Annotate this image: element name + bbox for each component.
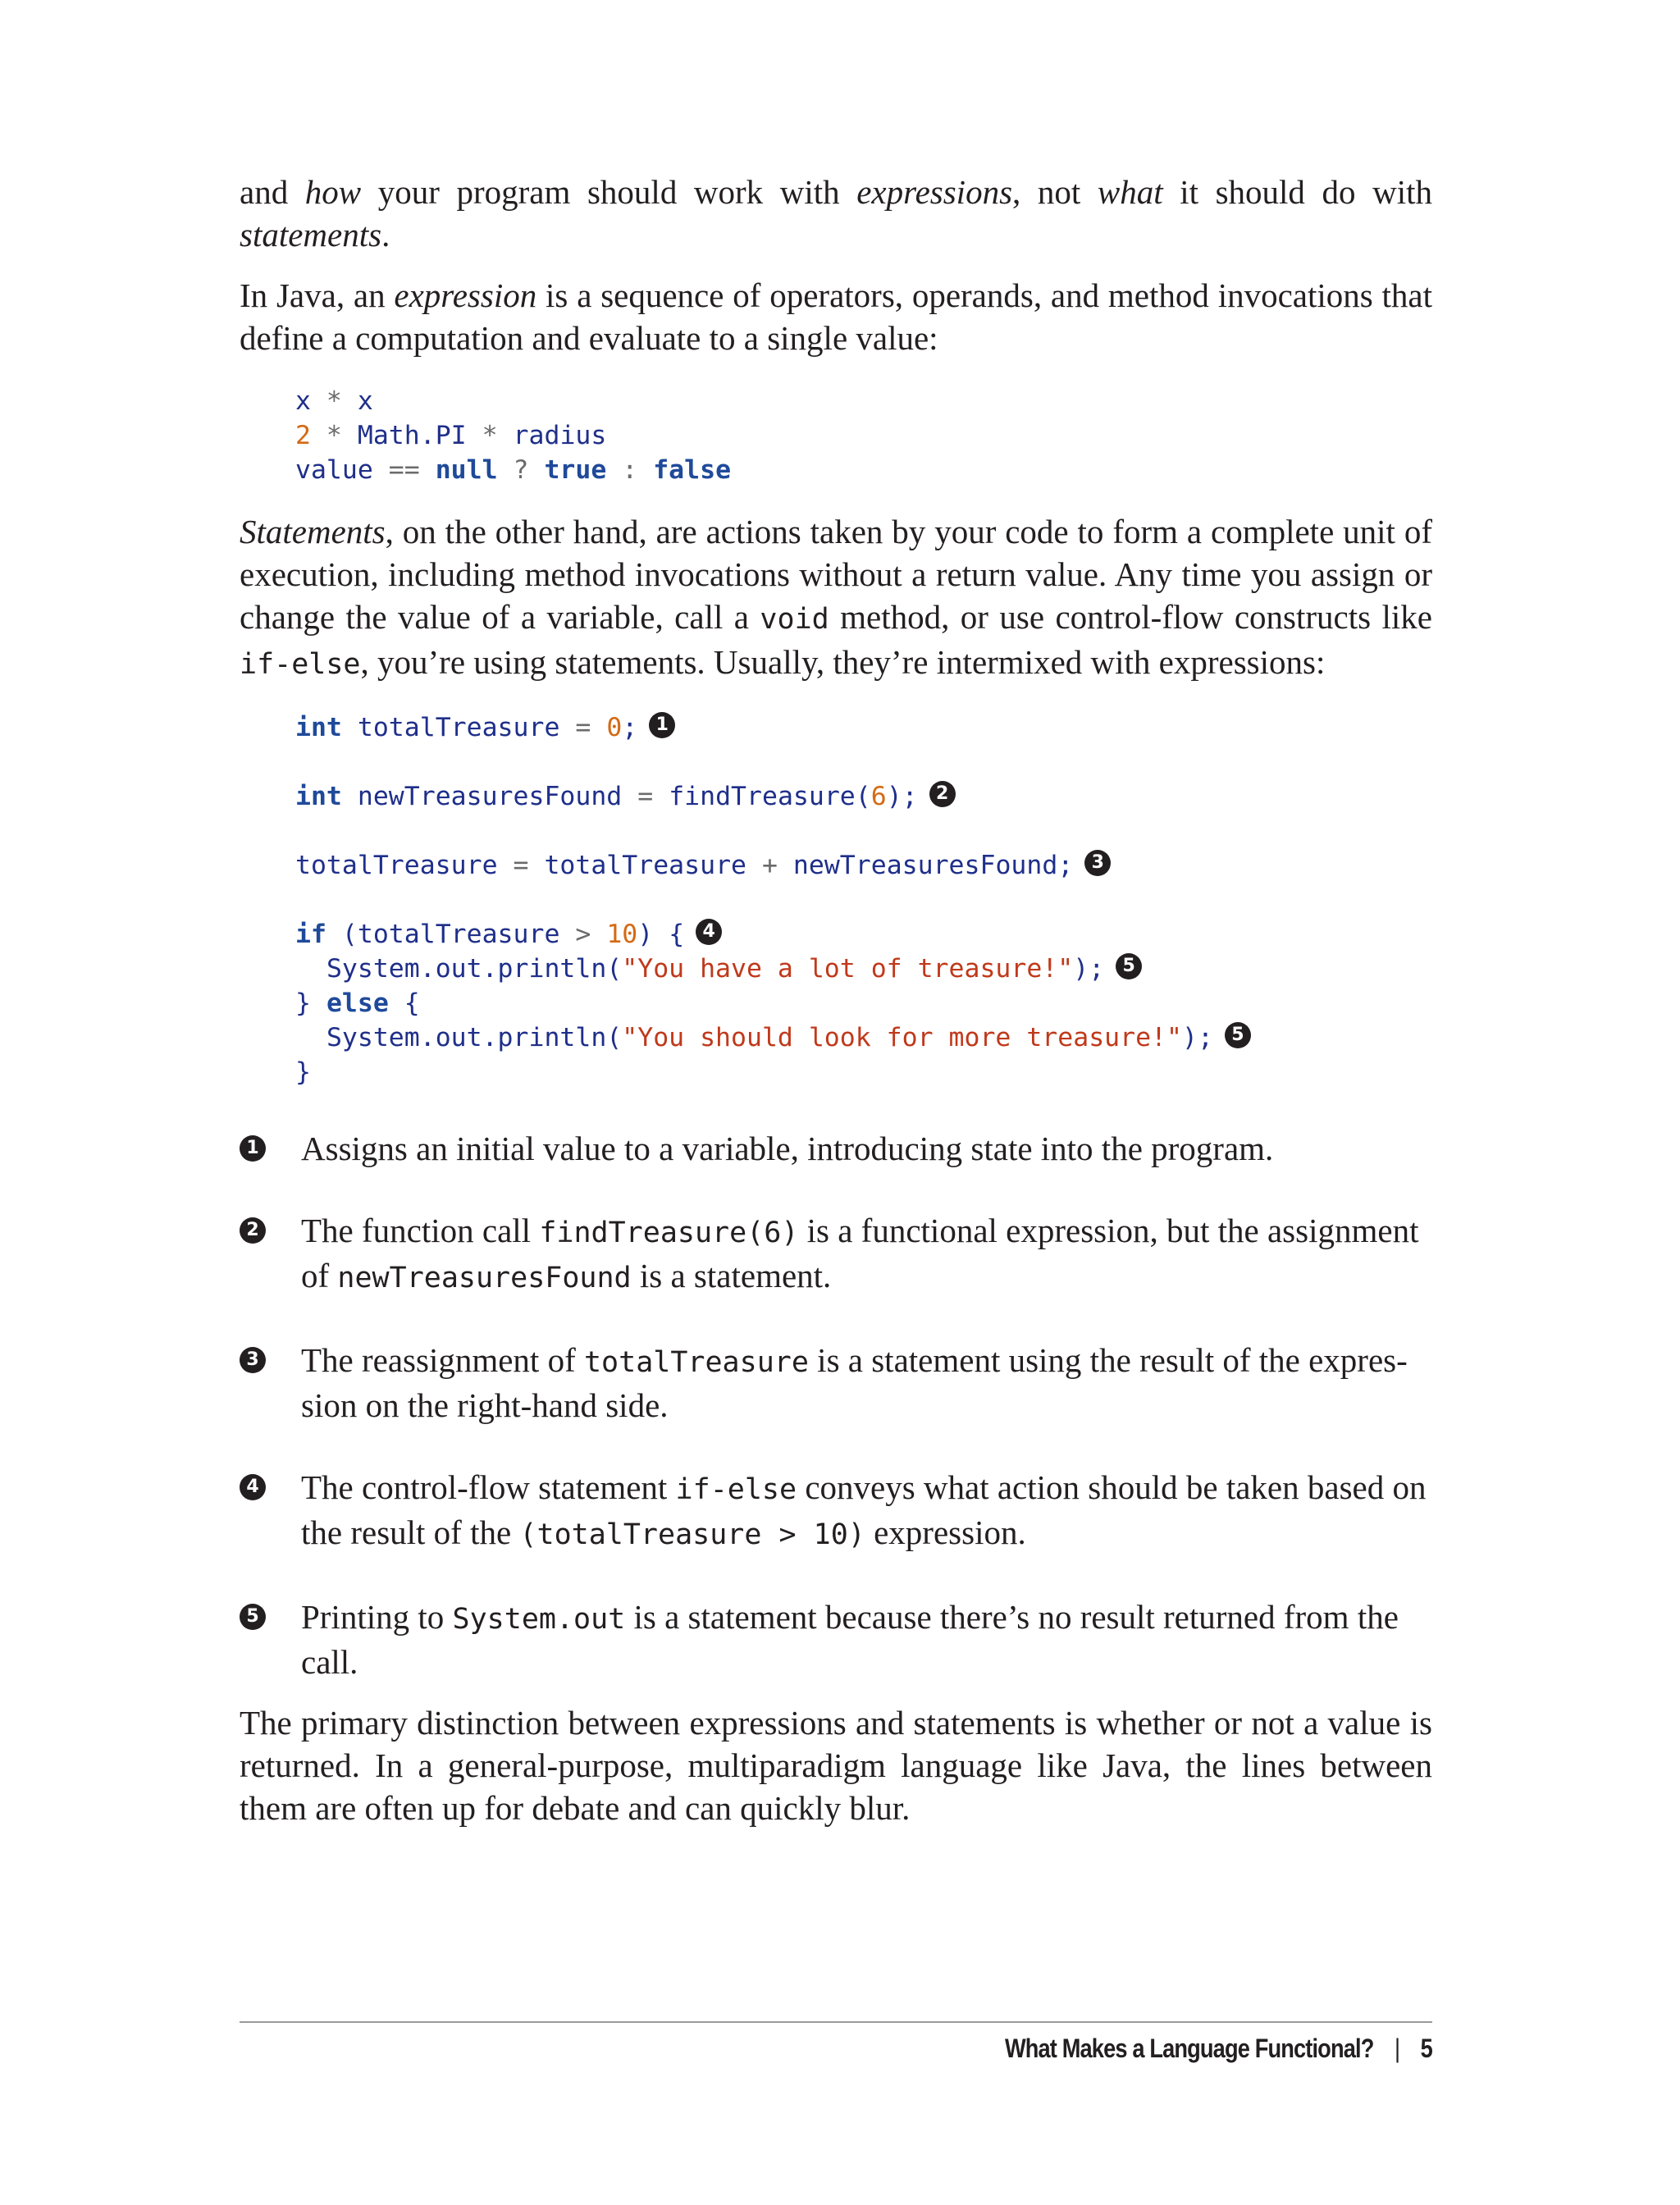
emphasis-what: what — [1097, 173, 1163, 211]
note-text: The control-flow statement — [301, 1468, 676, 1506]
note-text: is a functional expression, but the assignment of — [301, 1212, 1419, 1294]
code-token: ? — [497, 455, 545, 485]
code-token: + — [746, 851, 793, 880]
code-token: totalTreasure — [544, 851, 746, 880]
text: . — [381, 216, 390, 253]
code-token: } — [295, 988, 326, 1018]
code-token: : — [606, 455, 654, 485]
callout-3-icon: 3 — [240, 1347, 266, 1373]
code-token: int — [295, 713, 342, 742]
text: your program should work with — [361, 173, 857, 211]
code-token: "You have a lot of treasure!" — [622, 954, 1074, 984]
code-token: == — [372, 455, 436, 485]
text: and — [240, 173, 305, 211]
note-5 — [240, 1596, 1432, 1683]
code-token: null — [435, 455, 498, 485]
text: it should do with — [1162, 173, 1432, 211]
callout-2-icon: 2 — [240, 1217, 266, 1244]
note-1 — [240, 1127, 1432, 1170]
inline-code: (totalTreasure > 10) — [519, 1518, 865, 1551]
code-token: ); — [1182, 1023, 1213, 1052]
text: is a sequence of operators, operands, and method invocations that define a computation and evaluate to a single value: — [240, 276, 1433, 357]
callout-notes — [240, 1127, 1432, 1683]
callout-4-icon: 4 — [240, 1474, 266, 1500]
note-text: Assigns an initial value to a variable, introducing state into the program. — [301, 1130, 1274, 1167]
callout-4-icon: 4 — [696, 919, 722, 945]
emphasis-expression: expression — [394, 276, 537, 314]
inline-code-if-else: if-else — [240, 648, 361, 681]
code-token: x — [357, 386, 373, 416]
inline-code: totalTreasure — [583, 1346, 809, 1379]
callout-1-icon: 1 — [649, 712, 675, 738]
code-token: = — [497, 851, 545, 880]
callout-3-icon: 3 — [1084, 850, 1111, 876]
code-token: value — [295, 455, 373, 485]
code-token: ); — [886, 782, 918, 811]
callout-1-icon: 1 — [240, 1135, 266, 1162]
emphasis-statements: statements — [240, 216, 382, 253]
paragraph-distinction: The primary distinction between expressions and statements is whether or not a value is returned. In a general-purpose, multiparadigm language like Java, the lines between them are often up for debate and can quickly blur. — [240, 1704, 1432, 1827]
code-token: totalTreasure — [295, 851, 498, 880]
code-token: = — [622, 782, 669, 811]
callout-2-icon: 2 — [929, 781, 956, 807]
code-token: ( — [326, 920, 358, 949]
code-token: ); — [1073, 954, 1105, 984]
code-token: > — [559, 920, 607, 949]
inline-code: System.out — [452, 1603, 626, 1636]
code-token: x — [295, 386, 311, 416]
code-token: false — [653, 455, 732, 485]
code-token: if — [295, 920, 326, 949]
text: , you’re using statements. Usually, they’re intermixed with expressions: — [360, 643, 1326, 681]
note-text: The function call — [301, 1212, 540, 1249]
text: , not — [1012, 173, 1098, 211]
page-footer — [1005, 2028, 1432, 2069]
code-token: System.out.println( — [326, 1023, 623, 1052]
code-token: 10 — [606, 920, 638, 949]
callout-5-icon: 5 — [1225, 1022, 1251, 1048]
note-4 — [240, 1466, 1432, 1556]
note-2 — [240, 1209, 1432, 1299]
code-token: * — [310, 421, 358, 450]
inline-code-void: void — [760, 603, 829, 636]
text: , on the other hand, are actions taken by your code to form a complete unit of execution, including method invocations without a return value. Any time you assign or change the value of a variable, call a — [240, 513, 1432, 636]
footer-separator: | — [1395, 2034, 1400, 2063]
code-token: 0 — [606, 713, 623, 742]
code-token: System.out.println( — [326, 954, 623, 984]
code-token: newTreasuresFound — [357, 782, 623, 811]
note-text: is a statement because there’s no result returned from the call. — [301, 1598, 1399, 1681]
paragraph-intro — [240, 171, 1432, 256]
note-text: conveys what action should be taken based on the result of the — [301, 1468, 1427, 1551]
note-text: is a statement using the result of the expression on the right-hand side. — [301, 1341, 1408, 1424]
code-token: } — [295, 1057, 311, 1087]
paragraph-statements — [240, 510, 1432, 686]
code-token: ; — [1057, 851, 1074, 880]
code-token: 2 — [295, 421, 311, 450]
emphasis-expressions: expressions — [856, 173, 1013, 211]
inline-code: findTreasure(6) — [539, 1217, 799, 1249]
note-text: expression. — [865, 1513, 1026, 1551]
code-token: ) { — [637, 920, 685, 949]
page-number: 5 — [1420, 2034, 1432, 2063]
inline-code: newTreasuresFound — [337, 1262, 632, 1294]
note-3 — [240, 1339, 1432, 1427]
page-content — [240, 171, 1432, 1829]
code-token: int — [295, 782, 342, 811]
note-text: is a statement. — [631, 1257, 832, 1294]
note-text: The reassignment of — [301, 1341, 584, 1379]
code-token: totalTreasure — [357, 713, 560, 742]
callout-5-icon: 5 — [1116, 953, 1142, 979]
code-token: "You should look for more treasure!" — [622, 1023, 1182, 1052]
code-block-statements — [240, 710, 1432, 1089]
code-token: * — [466, 421, 514, 450]
emphasis-statements: Statements — [240, 513, 386, 550]
callout-5-icon: 5 — [240, 1604, 266, 1630]
emphasis-how: how — [304, 173, 362, 211]
code-token: totalTreasure — [357, 920, 560, 949]
code-block-expressions — [240, 384, 1432, 487]
code-token: true — [544, 455, 607, 485]
code-token: newTreasuresFound — [792, 851, 1058, 880]
footer-divider — [240, 2021, 1432, 2023]
code-token: radius — [513, 421, 607, 450]
code-token: * — [310, 386, 358, 416]
code-token: else — [326, 988, 389, 1018]
code-token: Math.PI — [357, 421, 467, 450]
running-title: What Makes a Language Functional? — [1004, 2034, 1374, 2063]
code-token: = — [559, 713, 607, 742]
code-token: findTreasure( — [669, 782, 871, 811]
note-text: Printing to — [301, 1598, 453, 1636]
text: In Java, an — [240, 276, 395, 314]
code-token: ; — [622, 713, 638, 742]
text: method, or use control-flow constructs like — [829, 598, 1432, 636]
code-token: 6 — [870, 782, 887, 811]
paragraph-expression-definition — [240, 274, 1432, 359]
inline-code: if-else — [675, 1473, 797, 1506]
code-token: { — [388, 988, 420, 1018]
